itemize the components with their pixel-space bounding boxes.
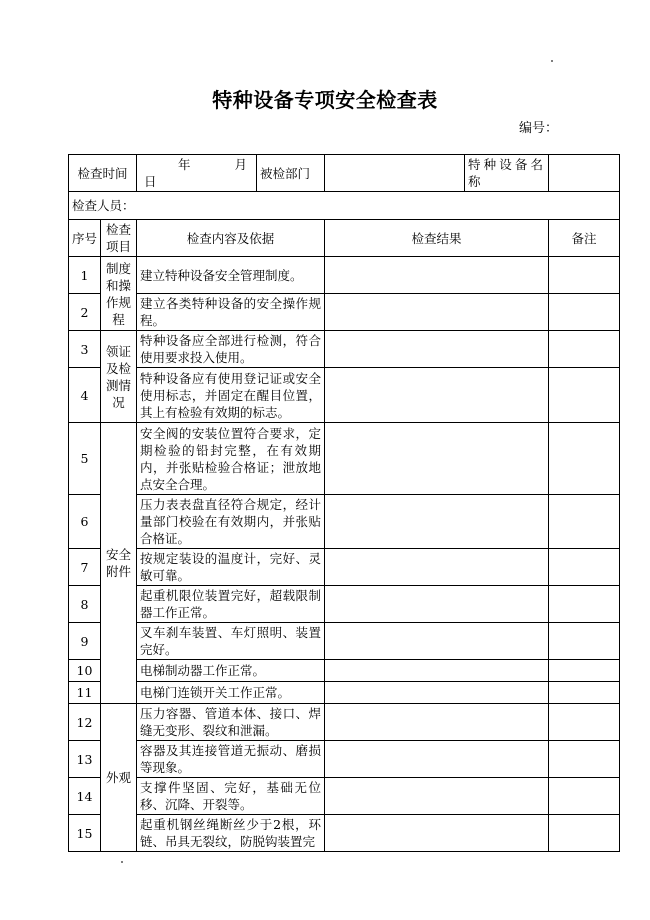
date-month-label: 月 bbox=[234, 157, 247, 172]
row-result[interactable] bbox=[325, 741, 549, 778]
table-row bbox=[69, 778, 620, 815]
table-row bbox=[69, 704, 620, 741]
row-content: 容器及其连接管道无振动、磨损等现象。 bbox=[137, 741, 325, 778]
row-content: 建立特种设备安全管理制度。 bbox=[137, 257, 325, 294]
date-year-label: 年 bbox=[178, 157, 191, 172]
row-content: 建立各类特种设备的安全操作规程。 bbox=[137, 294, 325, 331]
row-seq: 10 bbox=[69, 660, 101, 682]
row-seq: 9 bbox=[69, 623, 101, 660]
row-content: 叉车刹车装置、车灯照明、装置完好。 bbox=[137, 623, 325, 660]
table-row bbox=[69, 257, 620, 294]
row-content: 支撑件坚固、完好，基础无位移、沉降、开裂等。 bbox=[137, 778, 325, 815]
col-content-header: 检查内容及依据 bbox=[137, 220, 325, 257]
page-dot bbox=[551, 60, 553, 62]
category-cert: 领证及检测情况 bbox=[101, 331, 137, 423]
column-header-row bbox=[69, 220, 620, 257]
row-content: 按规定装设的温度计，完好、灵敏可靠。 bbox=[137, 549, 325, 586]
category-appearance: 外观 bbox=[101, 704, 137, 852]
header-row bbox=[69, 155, 620, 192]
table-row bbox=[69, 586, 620, 623]
row-result[interactable] bbox=[325, 257, 549, 294]
row-seq: 15 bbox=[69, 815, 101, 852]
col-remark-header: 备注 bbox=[549, 220, 620, 257]
row-content: 起重机钢丝绳断丝少于2根，环链、吊具无裂纹，防脱钩装置完 bbox=[137, 815, 325, 852]
table-row bbox=[69, 623, 620, 660]
row-result[interactable] bbox=[325, 423, 549, 495]
row-remark[interactable] bbox=[549, 778, 620, 815]
equipment-name-value[interactable] bbox=[549, 155, 620, 192]
table-row bbox=[69, 294, 620, 331]
check-time-label: 检查时间 bbox=[69, 155, 137, 192]
row-seq: 12 bbox=[69, 704, 101, 741]
row-remark[interactable] bbox=[549, 294, 620, 331]
equipment-name-label: 特种设备名称 bbox=[465, 155, 549, 192]
row-result[interactable] bbox=[325, 331, 549, 368]
row-seq: 2 bbox=[69, 294, 101, 331]
inspector-row bbox=[69, 192, 620, 220]
row-remark[interactable] bbox=[549, 368, 620, 423]
table-row bbox=[69, 331, 620, 368]
inspected-dept-value[interactable] bbox=[325, 155, 465, 192]
row-remark[interactable] bbox=[549, 495, 620, 549]
row-remark[interactable] bbox=[549, 682, 620, 704]
row-result[interactable] bbox=[325, 704, 549, 741]
row-remark[interactable] bbox=[549, 660, 620, 682]
col-result-header: 检查结果 bbox=[325, 220, 549, 257]
table-row bbox=[69, 423, 620, 495]
row-remark[interactable] bbox=[549, 741, 620, 778]
row-seq: 7 bbox=[69, 549, 101, 586]
row-result[interactable] bbox=[325, 682, 549, 704]
row-seq: 11 bbox=[69, 682, 101, 704]
row-seq: 8 bbox=[69, 586, 101, 623]
row-seq: 13 bbox=[69, 741, 101, 778]
row-seq: 4 bbox=[69, 368, 101, 423]
row-result[interactable] bbox=[325, 495, 549, 549]
check-time-value[interactable] bbox=[137, 155, 257, 192]
row-result[interactable] bbox=[325, 778, 549, 815]
table-row bbox=[69, 660, 620, 682]
page-dot bbox=[121, 861, 123, 863]
row-remark[interactable] bbox=[549, 815, 620, 852]
category-mgmt: 制度和操作规程 bbox=[101, 257, 137, 331]
row-result[interactable] bbox=[325, 623, 549, 660]
table-row bbox=[69, 368, 620, 423]
row-content: 压力容器、管道本体、接口、焊缝无变形、裂纹和泄漏。 bbox=[137, 704, 325, 741]
inspector-label[interactable]: 检查人员： bbox=[69, 192, 620, 220]
row-result[interactable] bbox=[325, 586, 549, 623]
row-remark[interactable] bbox=[549, 331, 620, 368]
row-seq: 3 bbox=[69, 331, 101, 368]
row-content: 电梯制动器工作正常。 bbox=[137, 660, 325, 682]
row-remark[interactable] bbox=[549, 549, 620, 586]
row-content: 起重机限位装置完好，超载限制器工作正常。 bbox=[137, 586, 325, 623]
row-remark[interactable] bbox=[549, 586, 620, 623]
table-row bbox=[69, 815, 620, 852]
row-remark[interactable] bbox=[549, 704, 620, 741]
table-row bbox=[69, 682, 620, 704]
col-item-header: 检查项目 bbox=[101, 220, 137, 257]
row-result[interactable] bbox=[325, 294, 549, 331]
row-result[interactable] bbox=[325, 815, 549, 852]
row-content: 安全阀的安装位置符合要求，定期检验的铅封完整，在有效期内，并张贴检验合格证；泄放地点安全合理。 bbox=[137, 423, 325, 495]
row-seq: 1 bbox=[69, 257, 101, 294]
row-result[interactable] bbox=[325, 660, 549, 682]
row-content: 特种设备应全部进行检测，符合使用要求投入使用。 bbox=[137, 331, 325, 368]
category-safety: 安全附件 bbox=[101, 423, 137, 704]
row-content: 电梯门连锁开关工作正常。 bbox=[137, 682, 325, 704]
table-row bbox=[69, 549, 620, 586]
inspection-table bbox=[68, 154, 620, 852]
inspected-dept-label: 被检部门 bbox=[257, 155, 325, 192]
col-seq-header: 序号 bbox=[69, 220, 101, 257]
row-remark[interactable] bbox=[549, 257, 620, 294]
row-seq: 14 bbox=[69, 778, 101, 815]
row-seq: 6 bbox=[69, 495, 101, 549]
row-result[interactable] bbox=[325, 368, 549, 423]
row-seq: 5 bbox=[69, 423, 101, 495]
row-result[interactable] bbox=[325, 549, 549, 586]
row-remark[interactable] bbox=[549, 623, 620, 660]
date-day-label: 日 bbox=[144, 174, 157, 189]
table-row bbox=[69, 495, 620, 549]
table-row bbox=[69, 741, 620, 778]
row-remark[interactable] bbox=[549, 423, 620, 495]
row-content: 特种设备应有使用登记证或安全使用标志，并固定在醒目位置，其上有检验有效期的标志。 bbox=[137, 368, 325, 423]
page-title: 特种设备专项安全检查表 bbox=[212, 88, 438, 112]
doc-number-label: 编号： bbox=[519, 121, 559, 136]
row-content: 压力表表盘直径符合规定，经计量部门校验在有效期内，并张贴合格证。 bbox=[137, 495, 325, 549]
